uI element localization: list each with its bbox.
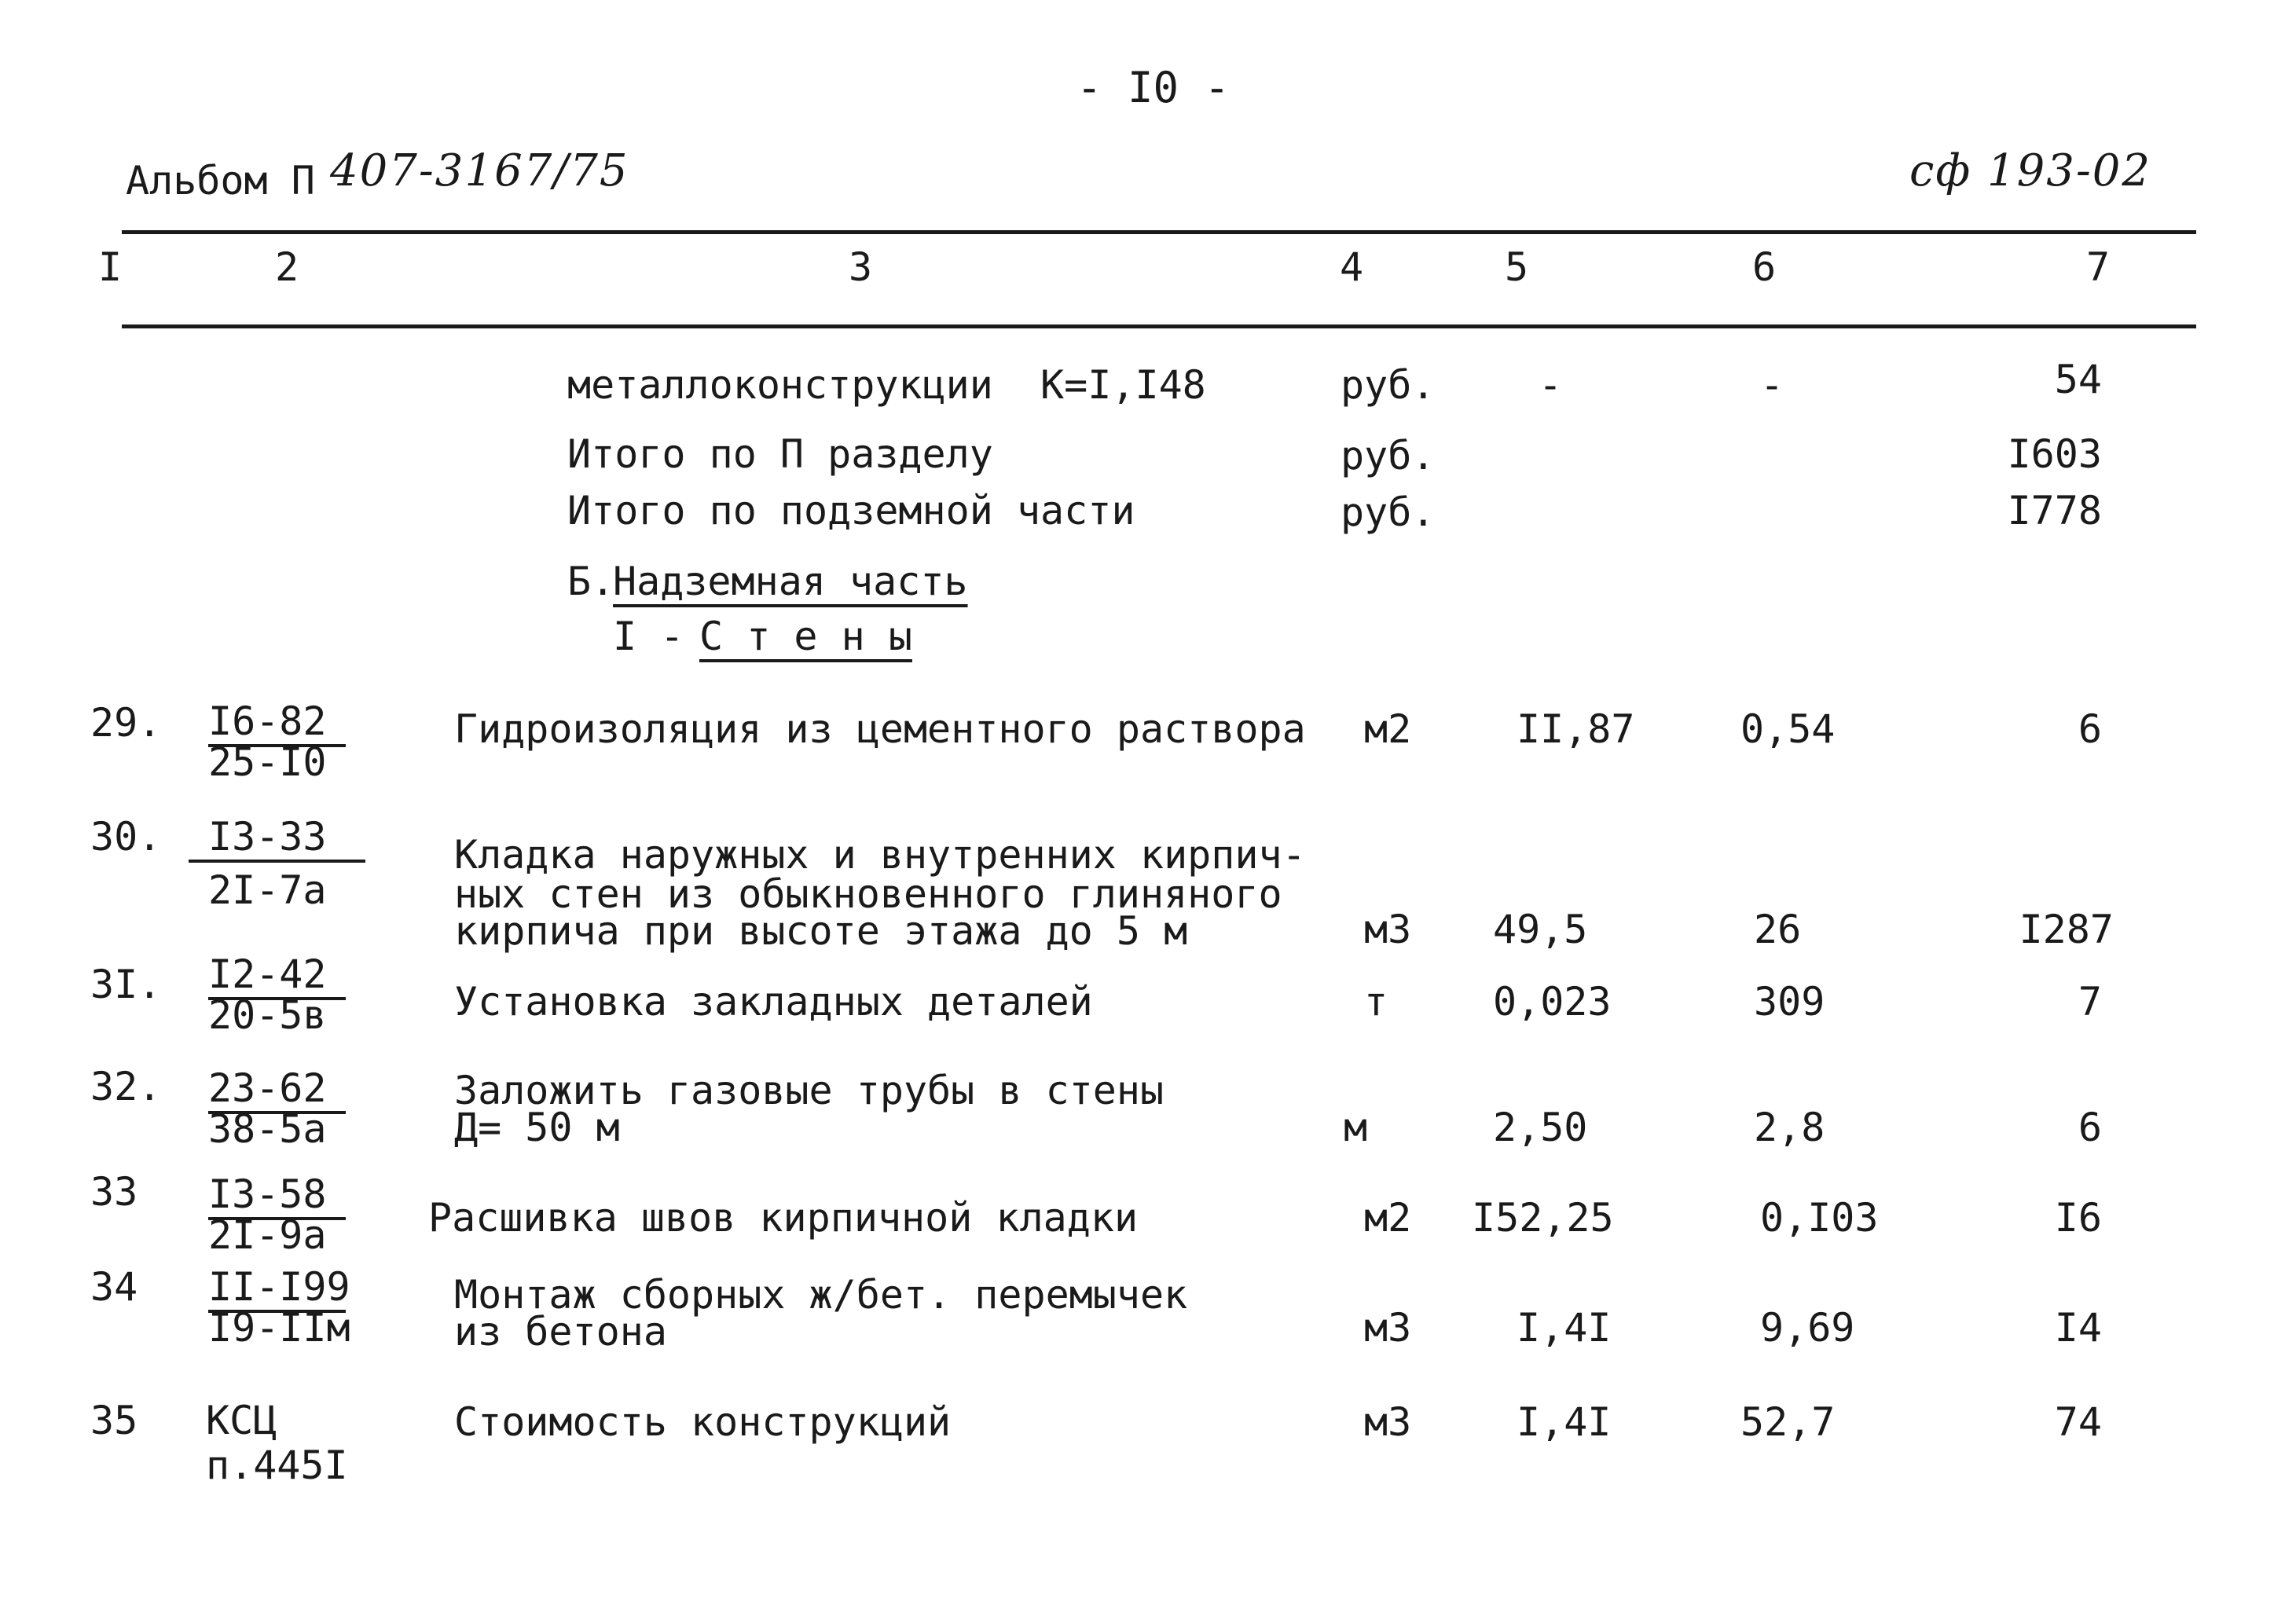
- row-32-desc-1: Заложить газовые трубы в стены: [454, 1068, 1165, 1113]
- row-35-desc: Стоимость конструкций: [454, 1399, 952, 1445]
- row-31-price: 309: [1754, 979, 1825, 1025]
- row-30-desc-3: кирпича при высоте этажа до 5 м: [454, 908, 1188, 954]
- row-35-code-bottom: п.445I: [206, 1443, 348, 1488]
- row-29-no: 29.: [90, 700, 162, 746]
- carry-unit-1: руб.: [1341, 362, 1436, 408]
- col-header-6: 6: [1751, 244, 1777, 290]
- row-32-unit: м: [1344, 1105, 1368, 1150]
- row-30-unit: м3: [1364, 907, 1412, 952]
- carry-total-2: I603: [2007, 431, 2102, 477]
- row-30-no: 30.: [90, 814, 162, 860]
- header-rule-bottom: [122, 324, 2196, 328]
- row-29-price: 0,54: [1740, 706, 1836, 752]
- col-header-7: 7: [2085, 244, 2111, 290]
- row-32-qty: 2,50: [1493, 1105, 1588, 1150]
- row-30-desc-1: Кладка наружных и внутренних кирпич-: [454, 832, 1306, 878]
- row-34-code-bottom: I9-IIм: [208, 1305, 350, 1351]
- sheet-code: сф 193-02: [1909, 145, 2152, 196]
- carry-desc-3: Итого по подземной части: [567, 488, 1135, 533]
- row-32-price: 2,8: [1754, 1105, 1825, 1150]
- section-prefix: Б.: [567, 559, 615, 604]
- row-33-code-top: I3-58: [208, 1175, 346, 1220]
- carry-price-1: -: [1760, 362, 1784, 408]
- album-label: Альбом П: [126, 158, 315, 203]
- row-34-total: I4: [2054, 1305, 2102, 1351]
- carry-desc-1: металлоконструкции К=I,I48: [567, 362, 1206, 408]
- row-35-price: 52,7: [1740, 1399, 1836, 1445]
- row-32-code-bottom: 38-5а: [208, 1106, 327, 1152]
- row-29-unit: м2: [1364, 706, 1412, 752]
- row-31-desc: Установка закладных деталей: [454, 979, 1093, 1025]
- col-header-3: 3: [848, 244, 873, 290]
- row-33-qty: I52,25: [1472, 1195, 1614, 1241]
- col-header-5: 5: [1504, 244, 1529, 290]
- row-32-no: 32.: [90, 1064, 162, 1109]
- carry-qty-1: -: [1539, 362, 1563, 408]
- row-29-code-top: I6-82: [208, 702, 346, 747]
- carry-desc-2: Итого по П разделу: [567, 431, 993, 477]
- row-31-qty: 0,023: [1493, 979, 1612, 1025]
- row-30-price: 26: [1754, 907, 1802, 952]
- row-31-total: 7: [2078, 979, 2102, 1025]
- row-33-code-bottom: 2I-9а: [208, 1212, 327, 1258]
- row-30-code-bottom: 2I-7а: [208, 867, 327, 913]
- row-31-no: 3I.: [90, 962, 162, 1007]
- row-34-desc-1: Монтаж сборных ж/бет. перемычек: [454, 1272, 1188, 1318]
- row-34-price: 9,69: [1760, 1305, 1855, 1351]
- row-32-desc-2: Д= 50 м: [454, 1105, 620, 1150]
- row-29-total: 6: [2078, 706, 2102, 752]
- row-35-no: 35: [90, 1398, 138, 1443]
- subsection-title: С т е н ы: [699, 614, 912, 659]
- row-30-desc-2: ных стен из обыкновенного глиняного: [454, 871, 1282, 917]
- row-34-desc-2: из бетона: [454, 1309, 667, 1355]
- row-33-total: I6: [2054, 1195, 2102, 1241]
- row-29-qty: II,87: [1517, 706, 1635, 752]
- carry-total-1: 54: [2054, 357, 2102, 402]
- row-33-unit: м2: [1364, 1195, 1412, 1241]
- row-31-unit: т: [1364, 979, 1388, 1025]
- row-30-qty: 49,5: [1493, 907, 1588, 952]
- row-29-desc: Гидроизоляция из цементного раствора: [454, 706, 1306, 752]
- row-31-code-top: I2-42: [208, 955, 346, 1000]
- col-header-1: I: [97, 244, 123, 290]
- row-34-code-top: II-I99: [208, 1267, 346, 1313]
- row-33-desc: Расшивка швов кирпичной кладки: [428, 1195, 1139, 1241]
- album-code: 407-3167/75: [330, 145, 629, 196]
- row-35-qty: I,4I: [1517, 1399, 1612, 1445]
- col-header-2: 2: [274, 244, 299, 290]
- subsection-prefix: I -: [613, 614, 684, 659]
- row-35-code-top: КСЦ: [206, 1398, 277, 1443]
- carry-unit-2: руб.: [1341, 433, 1436, 478]
- section-title: Надземная часть: [613, 559, 968, 604]
- row-35-unit: м3: [1364, 1399, 1412, 1445]
- row-31-code-bottom: 20-5в: [208, 992, 327, 1038]
- row-33-price: 0,I03: [1760, 1195, 1879, 1241]
- row-34-unit: м3: [1364, 1305, 1412, 1351]
- row-30-code-top: I3-33: [189, 817, 365, 863]
- row-30-total: I287: [2019, 907, 2114, 952]
- carry-total-3: I778: [2007, 488, 2102, 533]
- row-35-total: 74: [2054, 1399, 2102, 1445]
- row-34-qty: I,4I: [1517, 1305, 1612, 1351]
- row-34-no: 34: [90, 1264, 138, 1310]
- row-32-total: 6: [2078, 1105, 2102, 1150]
- row-33-no: 33: [90, 1169, 138, 1215]
- header-rule-top: [122, 230, 2196, 234]
- col-header-4: 4: [1339, 244, 1364, 290]
- carry-unit-3: руб.: [1341, 489, 1436, 535]
- row-29-code-bottom: 25-I0: [208, 739, 327, 785]
- page-number: - I0 -: [1076, 63, 1231, 112]
- row-32-code-top: 23-62: [208, 1069, 346, 1114]
